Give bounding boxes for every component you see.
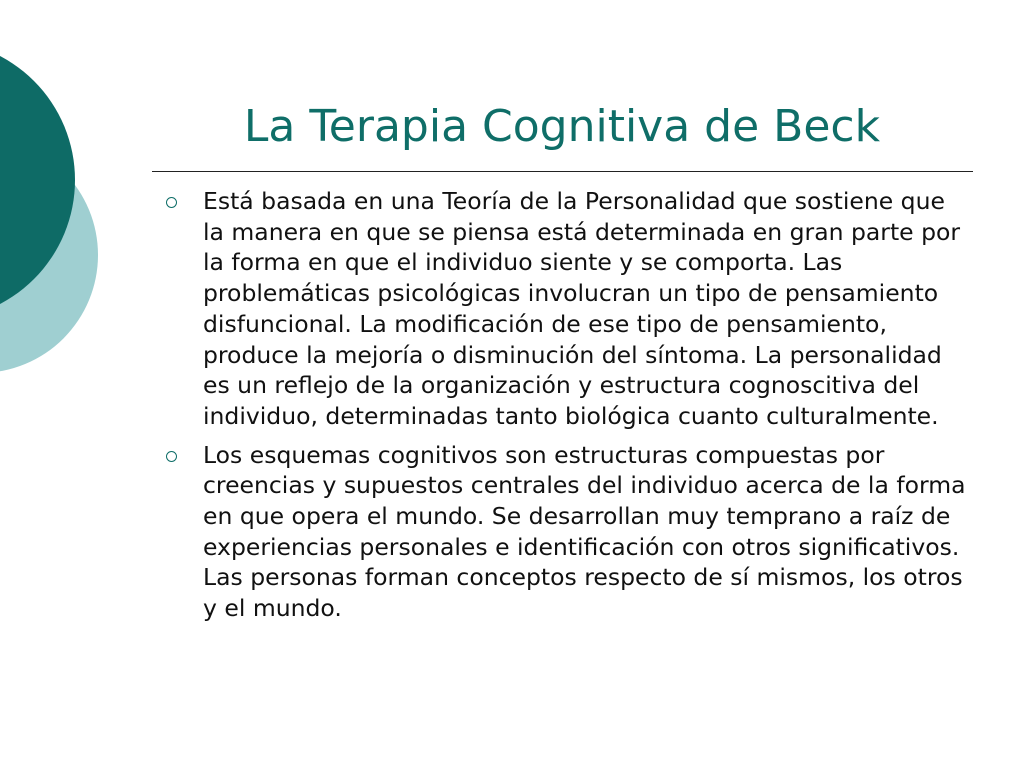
hollow-circle-bullet-icon (166, 197, 177, 208)
slide-title: La Terapia Cognitiva de Beck (243, 101, 881, 152)
decorative-circles (0, 0, 140, 420)
hollow-circle-bullet-icon (166, 451, 177, 462)
bullet-item (160, 440, 973, 624)
bullet-item (160, 186, 970, 432)
bullet-text: Los esquemas cognitivos son estructuras compuestas por creencias y supuestos centrales del individuo acerca de la forma en que opera el mundo. Se desarrollan muy temprano a raíz de experiencias personales e identificación con otros significativos. Las personas forman conceptos respecto de sí mismos, los otros y el mundo. (203, 440, 973, 623)
bullet-list (160, 186, 973, 624)
bullet-text: Está basada en una Teoría de la Personalidad que sostiene que la manera en que se piensa está determinada en gran parte por la forma en que el individuo siente y se comporta. Las problemáticas psicológicas involucran un tipo de pensamiento disfuncional. La modificación de ese tipo de pensamiento, produce la mejoría o disminución del síntoma. La personalidad es un reflejo de la organización y estructura cognoscitiva del individuo, determinadas tanto biológica cuanto culturalmente. (203, 187, 968, 430)
title-divider (152, 171, 973, 172)
